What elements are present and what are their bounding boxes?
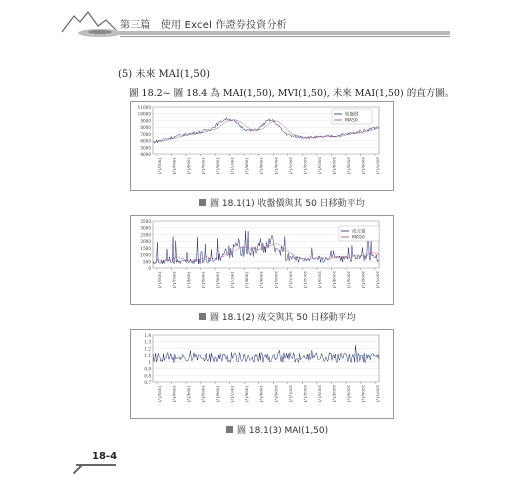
y-tick-label: 8000 [140, 125, 151, 131]
y-tick-label: 500 [143, 259, 151, 265]
x-tick-label: 1994/1/1 [186, 271, 192, 289]
y-tick-label: 3000 [140, 225, 151, 231]
chart-volume-ma50 [130, 215, 394, 305]
x-tick-label: 1999/1/1 [259, 385, 265, 403]
chart-volume-svg [131, 216, 393, 304]
chart-mai-svg [131, 330, 393, 418]
y-tick-label: 6000 [140, 138, 151, 144]
header-rule [120, 31, 450, 35]
plot-area [153, 335, 379, 382]
x-tick-label: 1997/1/1 [230, 157, 236, 175]
x-tick-label: 2003/1/1 [317, 385, 323, 403]
caption-text: 圖 18.1(2) 成交與其 50 日移動平均 [210, 313, 356, 323]
x-tick-label: 2005/1/1 [346, 157, 352, 175]
x-tick-label: 2002/1/1 [302, 271, 308, 289]
page-number: 18-4 [92, 451, 118, 462]
x-tick-label: 1995/1/1 [201, 157, 207, 175]
y-tick-label: 1.4 [144, 333, 151, 338]
y-tick-label: 5000 [140, 145, 151, 151]
x-tick-label: 2007/1/1 [375, 157, 381, 175]
y-tick-label: 1.1 [144, 353, 151, 359]
x-tick-label: 2003/1/1 [317, 271, 323, 289]
legend-label: MA50 [352, 235, 365, 241]
figure-caption-3 [226, 423, 328, 436]
x-tick-label: 1999/1/1 [259, 271, 265, 289]
header-rule-thin [120, 36, 450, 37]
intro-paragraph: 圖 18.2~ 圖 18.4 為 MAI(1,50), MVI(1,50), 未來 MAI(1,50) 的直方圖。 [129, 88, 455, 99]
x-tick-label: 2005/1/1 [346, 271, 352, 289]
y-tick-label: 1000 [140, 252, 151, 258]
chart-price-svg [131, 102, 393, 190]
x-tick-label: 1999/1/1 [259, 157, 265, 175]
y-tick-label: 0.8 [144, 373, 151, 379]
figure-caption-2 [199, 310, 356, 323]
y-tick-label: 11000 [137, 105, 151, 110]
x-tick-label: 1992/1/1 [157, 385, 163, 403]
x-tick-label: 2006/1/1 [360, 385, 366, 403]
x-tick-label: 2004/1/1 [331, 385, 337, 403]
y-tick-label: 1500 [140, 245, 151, 251]
x-tick-label: 1997/1/1 [230, 271, 236, 289]
x-tick-label: 2006/1/1 [360, 157, 366, 175]
x-tick-label: 2000/1/1 [273, 271, 279, 289]
chart-price-ma50 [130, 101, 394, 191]
x-tick-label: 1998/1/1 [244, 271, 250, 289]
y-tick-label: 10000 [137, 111, 151, 117]
y-tick-label: 2000 [140, 239, 151, 245]
x-tick-label: 1992/1/1 [157, 157, 163, 175]
x-tick-label: 2001/1/1 [288, 271, 294, 289]
x-tick-label: 1994/1/1 [186, 385, 192, 403]
x-tick-label: 1995/1/1 [201, 271, 207, 289]
chart-mai [130, 329, 394, 419]
x-tick-label: 1993/1/1 [172, 157, 178, 175]
x-tick-label: 2007/1/1 [375, 385, 381, 403]
x-tick-label: 1992/1/1 [157, 271, 163, 289]
x-tick-label: 2001/1/1 [288, 157, 294, 175]
caption-text: 圖 18.1(3) MAI(1,50) [237, 426, 329, 436]
x-tick-label: 2002/1/1 [302, 157, 308, 175]
x-tick-label: 1997/1/1 [230, 385, 236, 403]
x-tick-label: 1996/1/1 [215, 385, 221, 403]
y-tick-label: 0.9 [144, 366, 151, 372]
x-tick-label: 1993/1/1 [172, 385, 178, 403]
x-tick-label: 2000/1/1 [273, 157, 279, 175]
caption-square-icon [226, 426, 233, 433]
caption-square-icon [199, 313, 206, 320]
legend-label: 收盤價 [345, 112, 359, 118]
x-tick-label: 2002/1/1 [302, 385, 308, 403]
legend-label: 成交量 [352, 229, 366, 235]
y-tick-label: 2500 [140, 232, 151, 238]
caption-square-icon [199, 199, 206, 206]
legend-label: MA50 [345, 118, 358, 124]
x-tick-label: 2001/1/1 [288, 385, 294, 403]
header-title: 第三篇 使用 Excel 作證券投資分析 [120, 20, 287, 31]
x-tick-label: 1998/1/1 [244, 385, 250, 403]
x-tick-label: 1993/1/1 [172, 271, 178, 289]
y-tick-label: 4000 [140, 152, 151, 157]
x-tick-label: 2004/1/1 [331, 157, 337, 175]
x-tick-label: 2005/1/1 [346, 385, 352, 403]
y-tick-label: 1 [148, 359, 151, 365]
y-tick-label: 1.3 [144, 339, 151, 345]
x-tick-label: 1996/1/1 [215, 271, 221, 289]
y-tick-label: 0.7 [144, 380, 151, 385]
x-tick-label: 2000/1/1 [273, 385, 279, 403]
y-tick-label: 0 [148, 266, 151, 271]
y-tick-label: 3500 [140, 219, 151, 224]
x-tick-label: 2006/1/1 [360, 271, 366, 289]
x-tick-label: 1996/1/1 [215, 157, 221, 175]
caption-text: 圖 18.1(1) 收盤價與其 50 日移動平均 [210, 199, 365, 209]
x-tick-label: 2003/1/1 [317, 157, 323, 175]
page-header [0, 0, 520, 44]
figure-caption-1 [199, 196, 365, 209]
x-tick-label: 1998/1/1 [244, 157, 250, 175]
x-tick-label: 1994/1/1 [186, 157, 192, 175]
y-tick-label: 9000 [140, 118, 151, 124]
section-title: (5) 未來 MAI(1,50) [118, 69, 211, 80]
x-tick-label: 2007/1/1 [375, 271, 381, 289]
x-tick-label: 1995/1/1 [201, 385, 207, 403]
y-tick-label: 1.2 [144, 346, 151, 352]
x-tick-label: 2004/1/1 [331, 271, 337, 289]
y-tick-label: 7000 [140, 131, 151, 137]
